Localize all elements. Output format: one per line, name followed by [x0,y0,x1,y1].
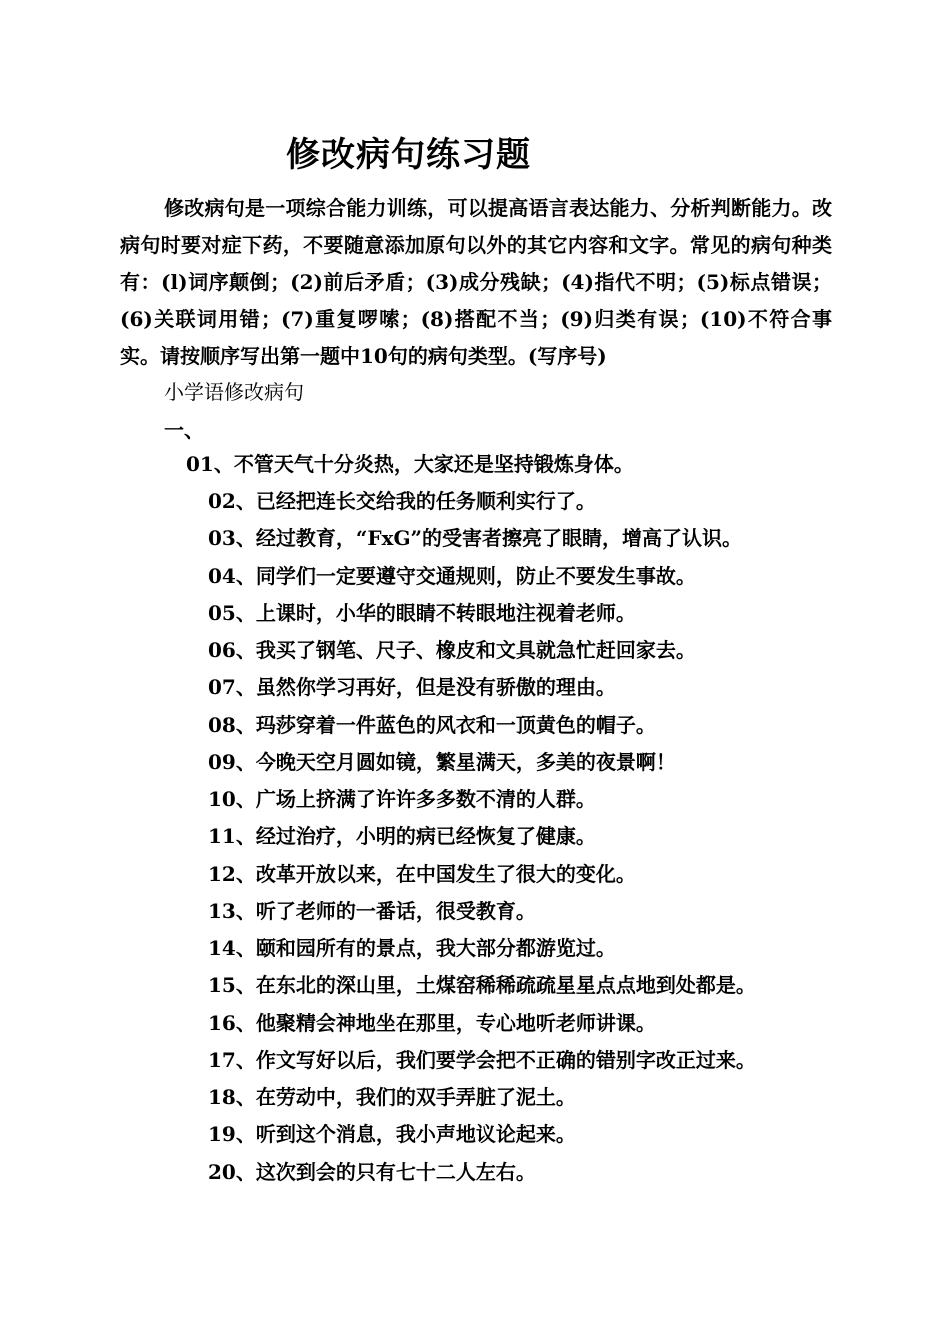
exercise-item: 13、听了老师的一番话，很受教育。 [208,899,536,923]
exercise-item: 12、改革开放以来，在中国发生了很大的变化。 [208,862,636,886]
exercise-item: 14、颐和园所有的景点，我大部分都游览过。 [208,936,616,960]
intro-paragraph: 修改病句是一项综合能力训练，可以提高语言表达能力、分析判断能力。改病句时要对症下药，不要随意添加原句以外的其它内容和文字。常见的病句种类有：(l)词序颠倒；(2)前后矛盾；(3)成分残缺；(4)指代不明；(5)标点错误；(6)关联词用错；(7)重复啰嗦；(8)搭配不当；(9)归类有误；(10)不符合事实。请按顺序写出第一题中10句的病句类型。(写序号) [120,196,832,368]
section-label: 小学语修改病句 [164,380,304,404]
exercise-item: 18、在劳动中，我们的双手弄脏了泥土。 [208,1085,576,1109]
exercise-item: 16、他聚精会神地坐在那里，专心地听老师讲课。 [208,1011,656,1035]
exercise-item: 17、作文写好以后，我们要学会把不正确的错别字改正过来。 [208,1048,756,1072]
exercise-item: 04、同学们一定要遵守交通规则，防止不要发生事故。 [208,564,696,588]
document-title: 修改病句练习题 [286,135,531,175]
exercise-item: 15、在东北的深山里，土煤窑稀稀疏疏星星点点地到处都是。 [208,973,756,997]
exercise-item: 10、广场上挤满了许许多多数不清的人群。 [208,787,596,811]
exercise-item: 11、经过治疗，小明的病已经恢复了健康。 [208,824,596,848]
exercise-item: 08、玛莎穿着一件蓝色的风衣和一顶黄色的帽子。 [208,713,656,737]
exercise-item: 07、虽然你学习再好，但是没有骄傲的理由。 [208,675,616,699]
section-number: 一、 [164,418,204,442]
exercise-item: 06、我买了钢笔、尺子、橡皮和文具就急忙赶回家去。 [208,638,696,662]
exercise-item: 02、已经把连长交给我的任务顺利实行了。 [208,489,596,513]
exercise-item: 09、今晚天空月圆如镜，繁星满天，多美的夜景啊！ [208,750,676,774]
exercise-item: 01、不管天气十分炎热，大家还是坚持锻炼身体。 [186,452,634,476]
exercise-item: 19、听到这个消息，我小声地议论起来。 [208,1122,576,1146]
exercise-item: 20、这次到会的只有七十二人左右。 [208,1160,536,1184]
exercise-item: 03、经过教育，“FxG”的受害者擦亮了眼睛，增高了认识。 [208,526,743,550]
exercise-item: 05、上课时，小华的眼睛不转眼地注视着老师。 [208,601,636,625]
